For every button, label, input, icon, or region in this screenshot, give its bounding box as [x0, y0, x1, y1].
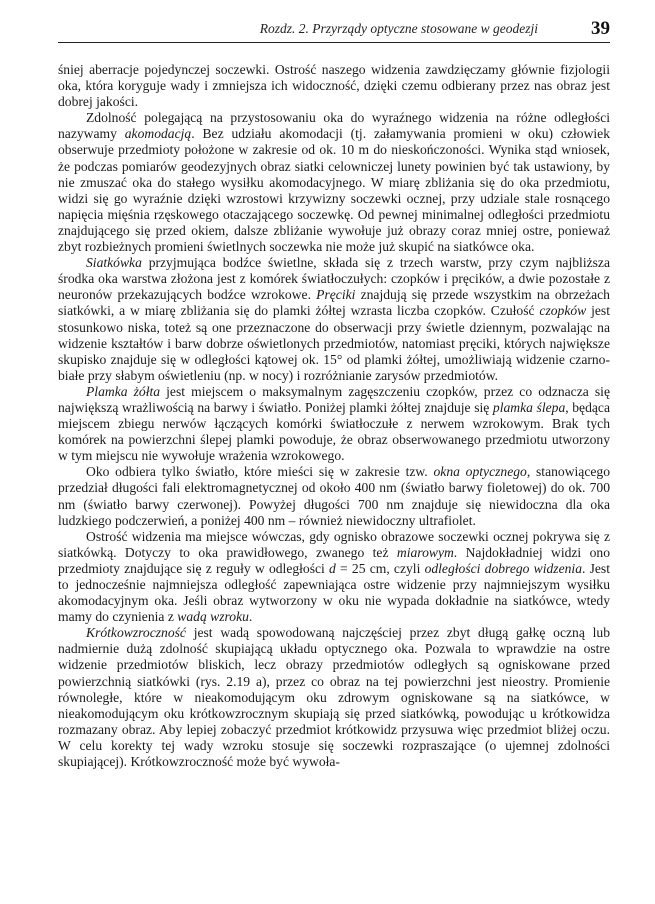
term-akomodacja: akomodacją [124, 126, 192, 142]
paragraph-text: Zdolność polegającą na przystosowaniu oka do wyraźnego widzenia na różne odległości nazywamy [58, 110, 610, 142]
paragraph-text: Oko odbiera tylko światło, które mieści się w zakresie tzw. [86, 464, 434, 480]
page-body [58, 62, 610, 770]
paragraph-text: przyjmująca bodźce świetlne, składa się z trzech warstw, przy czym najbliższa środka oka warstwa złożona jest z komórek światłoczułych: czopków i pręcików, a dwie pozostałe z neuronów przekazujących bodźce wzrokowe. [58, 255, 610, 303]
term-plamka-slepa: plamka ślepa [492, 399, 566, 415]
paragraph-visual-acuity [58, 529, 610, 626]
paragraph-retina [58, 255, 610, 384]
paragraph-optical-window [58, 464, 610, 528]
paragraph-text: jest stosunkowo niska, toteż są one przeznaczone do obserwacji przy świetle dziennym, pozwalając na widzenie kształtów i barw dobrze oświetlonych przedmiotów, natomiast pręciki, których największe skupisko znajduje się w odległości kątowej ok. 15° od plamki żółtej, umożliwiają widzenie czarno-białe przy słabym oświetleniu (np. w nocy) i rozróżnianie zarysów przedmiotów. [58, 303, 610, 383]
paragraph-text: śniej aberracje pojedynczej soczewki. Ostrość naszego widzenia zawdzięczamy głównie fizjologii oka, która koryguje wady i zmniejsza ich widoczność, dzięki czemu odbierany przez nas obraz jest dobrej jakości. [58, 62, 610, 110]
chapter-title: Rozdz. 2. Przyrządy optyczne stosowane w geodezji [259, 21, 538, 36]
term-siatkowka: Siatkówka [86, 255, 142, 271]
page-number: 39 [591, 18, 610, 39]
paragraph-text: jest miejscem o maksymalnym zagęszczeniu czopków, przez co odznacza się największą wrażliwością na barwy i światło. Poniżej plamki żółtej znajduje się [58, 383, 610, 415]
paragraph-yellow-spot [58, 384, 610, 464]
term-czopkow: czopków [539, 303, 587, 319]
paragraph-text: = 25 cm, czyli [335, 560, 425, 576]
term-odleglosc-dobrego-widzenia: odległości dobrego widzenia [424, 560, 582, 576]
math-variable-d: d [329, 560, 336, 576]
paragraph-accommodation [58, 110, 610, 255]
paragraph-text: jest wadą spowodowaną najczęściej przez zbyt długą gałkę oczną lub nadmiernie dużą zdolność skupiającą układu optycznego oka. Pozwala to wprawdzie na ostre widzenie przedmiotów bliskich, lecz obrazy przedmiotów odległych są ogniskowane przed powierzchnią siatkówki (rys. 2.19 a), przez co obraz na tej powierzchni jest nieostry. Promienie równoległe, które w nieakomodującym oku zdrowym ogniskowane są na siatkówce, w nieakomodującym oku krótkowzrocznym skupiają się przed siatkówką, powodując u krótkowidza rozmazany obraz. Aby lepiej zobaczyć przedmiot krótkowidz przysuwa więc przedmiot bliżej oczu. W celu korekty tej wady wzroku stosuje się soczewki rozpraszające (o ujemnej zdolności skupiającej). Krótkowzroczność może być wywoła- [58, 625, 610, 770]
term-plamka-zolta: Plamka żółta [86, 383, 161, 399]
term-krotkowzrocznosc: Krótkowzroczność [86, 625, 186, 641]
paragraph-myopia [58, 625, 610, 770]
paragraph-text: Ostrość widzenia ma miejsce wówczas, gdy ognisko obrazowe soczewki ocznej pokrywa się z siatkówką. Dotyczy to oka prawidłowego, zwanego też [58, 528, 610, 560]
term-miarowy: miarowym [396, 544, 454, 560]
paragraph-text: , będąca miejscem zbiegu nerwów łączących komórki światłoczułe z nerwem wzrokowym. Brak tych komórek na powierzchni ślepej plamki powoduje, że obraz obserwowanego przedmiotu utworzony w tym miejscu nie wywołuje wrażenia wzrokowego. [58, 399, 610, 464]
paragraph-text: znajdują się przede wszystkim na obrzeżach siatkówki, a w miarę zbliżania się do plamki żółtej wzrasta liczba czopków. Czułość [58, 287, 610, 319]
term-okno-optyczne: okna optycznego [433, 464, 527, 480]
paragraph-text: , stanowiącego przedział długości fali elektromagnetycznej od około 400 nm (światło barwy fioletowej) do ok. 700 nm (światło barwy czerwonej). Powyżej długości 700 nm znajduje się niewidoczna dla oka ludzkiego podczerwień, a poniżej 400 nm – również niewidoczny ultrafiolet. [58, 464, 610, 528]
term-preciki: Pręciki [316, 287, 356, 303]
paragraph-text: . Bez udziału akomodacji (tj. załamywania promieni w oku) człowiek obserwuje przedmioty położone w zakresie od ok. 10 m do nieskończoności. Wynika stąd wniosek, że podczas pomiarów geodezyjnych obraz siatki celowniczej lunety powinien być tak ustawiony, by nie zmuszać oka do stałego wysiłku akomodacyjnego. W miarę zbliżania się do oka przedmiotu, widzi się go wyraźnie dzięki wzrostowi krzywizny soczewki ocznej, przy udziale stale rosnącego napięcia mięśnia rzęskowego otaczającego soczewkę. Od pewnej minimalnej odległości przedmiotu znajdującego się przed okiem, dalsze zbliżanie wywołuje już obrazy coraz mniej ostre, ponieważ zbyt rozbieżnych promieni świetlnych soczewka nie może już skupić na siatkówce oka. [58, 126, 611, 255]
paragraph-text: . Jest to jednocześnie najmniejsza odległość zapewniająca ostre widzenie przy najmniejszym wysiłku akomodacyjnym oka. Jeśli obraz wytworzony w oku nie wypada dokładnie na siatkówce, wtedy mamy do czynienia z [58, 560, 610, 625]
paragraph-text: . Najdokładniej widzi ono przedmioty znajdujące się z reguły w odległości [58, 544, 611, 576]
running-header [58, 18, 610, 43]
paragraph-aberration [58, 62, 610, 110]
paragraph-text: . [248, 609, 253, 625]
term-wada-wzroku: wadą wzroku [177, 609, 249, 625]
